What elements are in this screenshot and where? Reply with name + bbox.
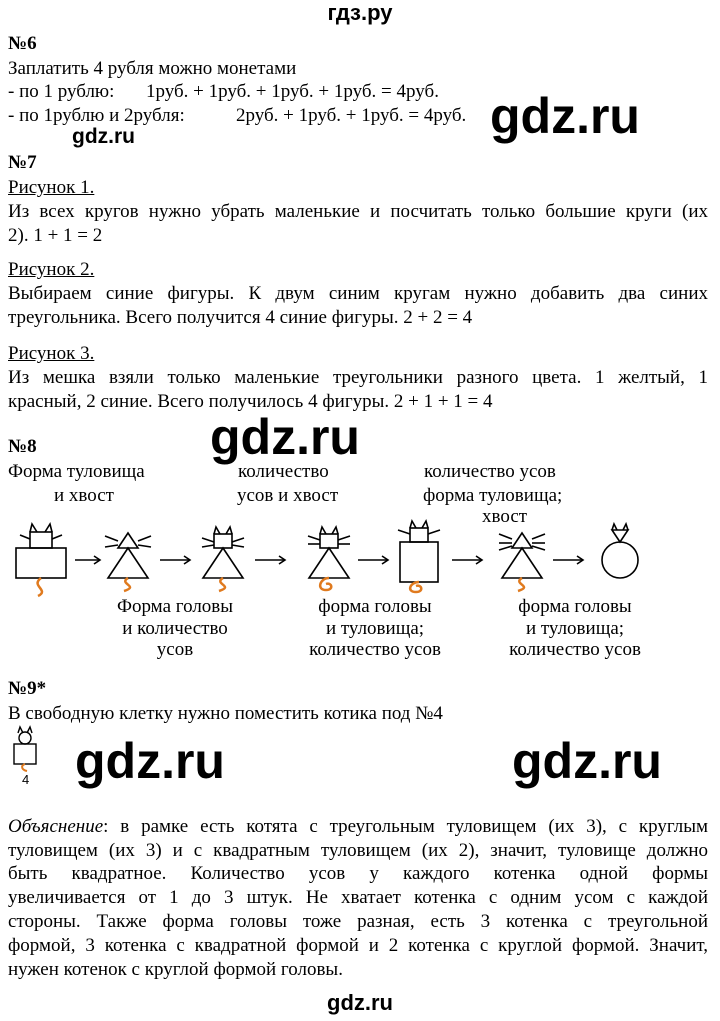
fig1-text-line1: Из всех кругов нужно убрать маленькие и посчитать только большие круги (их xyxy=(8,201,708,222)
explanation-line-7: нужен котенок с круглой формой головы. xyxy=(8,959,343,980)
task8-bottom-label-1b: и количество xyxy=(122,618,228,639)
task9-number: №9* xyxy=(8,678,47,699)
site-header: гдз.ру xyxy=(327,0,393,25)
watermark-small: gdz.ru xyxy=(72,125,135,148)
task8-bottom-label-3a: форма головы xyxy=(518,596,632,617)
fig3-text-line1: Из мешка взяли только маленькие треугольники разного цвета. 1 желтый, 1 xyxy=(8,367,708,388)
task8-bottom-label-2a: форма головы xyxy=(318,596,432,617)
fig2-title: Рисунок 2. xyxy=(8,259,95,280)
task6-number: №6 xyxy=(8,33,37,54)
task6-line1-expr: 1руб. + 1руб. + 1руб. + 1руб. = 4руб. xyxy=(146,81,439,102)
explanation-line-6: формой, 3 котенка с квадратной формой и 2 котенка с круглой формой. Значит, xyxy=(8,935,708,956)
task6-line2-expr: 2руб. + 1руб. + 1руб. = 4руб. xyxy=(236,105,467,126)
explanation-line-2: туловищем (их 3) и с квадратным туловищем (их 2), значит, туловище должно xyxy=(8,840,708,861)
task8-bottom-label-2c: количество усов xyxy=(309,639,441,660)
task8-top-label-1a: Форма туловища xyxy=(8,461,145,482)
task8-bottom-label-1c: усов xyxy=(156,639,194,660)
fig2-text-line2: треугольника. Всего получится 4 синие фигуры. 2 + 2 = 4 xyxy=(8,307,473,328)
task8-bottom-label-2b: и туловища; xyxy=(325,618,425,639)
explanation-text: : в рамке есть котята с треугольным туловищем (их 3), с круглым xyxy=(103,816,708,837)
footer-watermark: gdz.ru xyxy=(327,990,393,1015)
explanation-line-1 xyxy=(8,815,708,838)
task6-intro: Заплатить 4 рубля можно монетами xyxy=(8,58,297,79)
task8-top-label-2b: усов и хвост xyxy=(237,485,339,506)
task6-line1-label: - по 1 рублю: xyxy=(8,81,115,102)
task8-bottom-label-3b: и туловища; xyxy=(525,618,625,639)
explanation-line-5: стороны. Также форма головы тоже разная, есть 3 котенка с треугольной xyxy=(8,911,708,932)
task7-number: №7 xyxy=(8,152,37,173)
watermark: gdz.ru xyxy=(490,88,640,144)
task9-text: В свободную клетку нужно поместить котика под №4 xyxy=(8,703,443,724)
watermark: gdz.ru xyxy=(75,733,225,789)
fig3-text-line2: красный, 2 синие. Всего получилось 4 фигуры. 2 + 1 + 1 = 4 xyxy=(8,391,493,412)
fig1-title: Рисунок 1. xyxy=(8,177,95,198)
explanation-line-4: увеличивается от 1 до 3 штук. Не хватает котенка с одним усом с каждой xyxy=(8,887,708,908)
task8-top-label-3c: хвост xyxy=(482,506,528,527)
task8-top-label-3a: количество усов xyxy=(424,461,556,482)
watermark: gdz.ru xyxy=(210,409,360,465)
fig2-text-line1: Выбираем синие фигуры. К двум синим кругам нужно добавить два синих xyxy=(8,283,708,304)
answer-cat-number: 4 xyxy=(22,772,30,787)
task8-bottom-label-3c: количество усов xyxy=(509,639,641,660)
fig1-text-line2: 2). 1 + 1 = 2 xyxy=(8,225,103,246)
task8-top-label-1b: и хвост xyxy=(54,485,114,506)
explanation-line-3: быть квадратное. Количество усов у каждого котенка одной формы xyxy=(8,863,708,884)
explanation-label: Объяснение xyxy=(8,816,104,837)
fig3-title: Рисунок 3. xyxy=(8,343,95,364)
watermark: gdz.ru xyxy=(512,733,662,789)
task8-bottom-label-1a: Форма головы xyxy=(116,596,234,617)
task8-top-label-2a: количество xyxy=(238,461,329,482)
task6-line2-label: - по 1рублю и 2рубля: xyxy=(8,105,185,126)
task8-number: №8 xyxy=(8,436,37,457)
task8-top-label-3b: форма туловища; xyxy=(423,485,563,506)
